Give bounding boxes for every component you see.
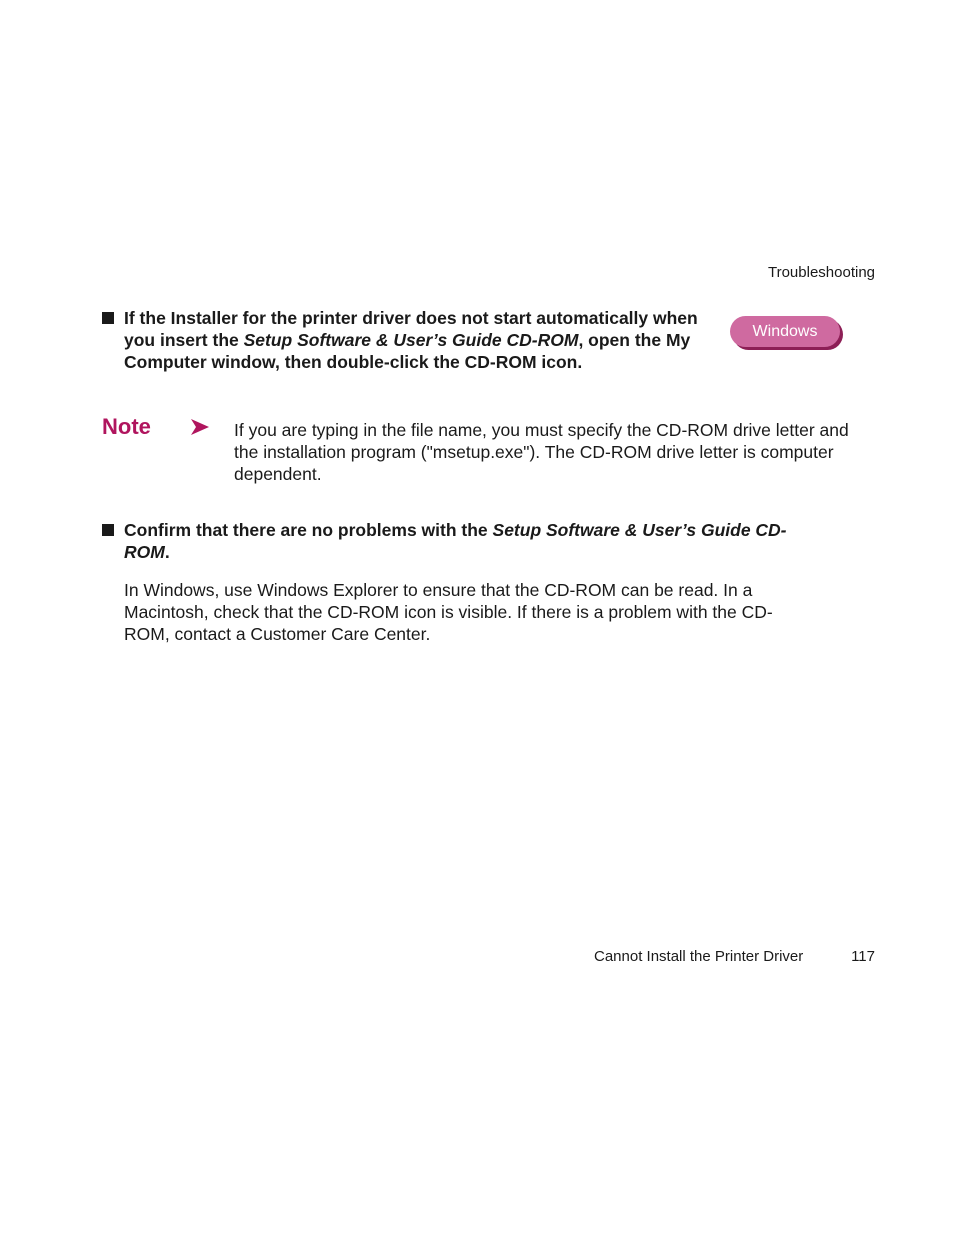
note-text: If you are typing in the file name, you must specify the CD-ROM drive letter and the installation program ("msetup.exe"). The CD-ROM drive letter is computer dependent. (234, 420, 849, 484)
section2-heading-italic: Setup Software & User’s Guide CD-ROM (124, 520, 787, 562)
windows-badge (730, 316, 842, 349)
arrowhead-icon (190, 418, 210, 436)
bullet-square-icon (102, 524, 114, 536)
section1-heading-text-2: , open the My Computer window, then double-click the CD-ROM icon. (124, 330, 691, 372)
section2-heading-text-2: . (164, 542, 170, 562)
section1-heading-text-1: If the Installer for the printer driver does not start automatically when you insert the (124, 308, 698, 350)
section1-heading-italic: Setup Software & User’s Guide CD-ROM (243, 330, 579, 350)
running-header: Troubleshooting (767, 264, 875, 281)
section2-body: In Windows, use Windows Explorer to ensure that the CD-ROM can be read. In a Macintosh, check that the CD-ROM icon is visible. If there is a problem with the CD-ROM, contact a Customer Care Center. (124, 580, 773, 644)
badge-label: Windows (730, 316, 840, 347)
page-number: 117 (851, 948, 875, 965)
note-label: Note (102, 414, 151, 439)
footer-chapter-title: Cannot Install the Printer Driver (594, 948, 804, 965)
bullet-square-icon (102, 312, 114, 324)
section1-heading (124, 307, 724, 373)
section2-heading (124, 519, 814, 563)
section2-heading-text-1: Confirm that there are no problems with the (124, 520, 493, 540)
